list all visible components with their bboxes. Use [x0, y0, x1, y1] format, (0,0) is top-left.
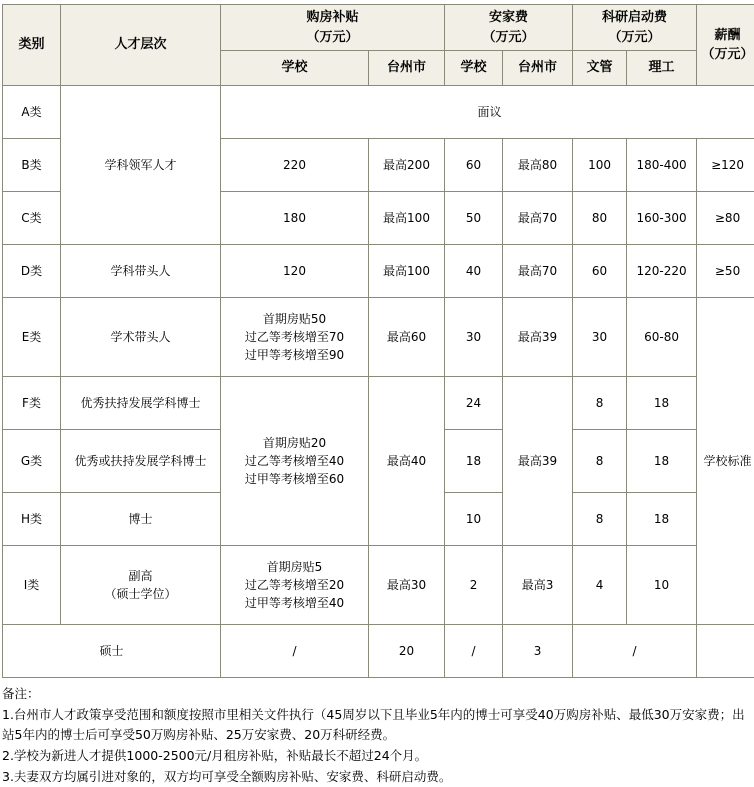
- header-salary-line1: 薪酬: [699, 26, 754, 46]
- header-settling-fee-line1: 安家费: [447, 8, 570, 28]
- row-e-housing-line3: 过甲等考核增至90: [223, 346, 366, 364]
- row-i-research-ligong: 10: [627, 546, 697, 625]
- header-settling-school: 学校: [445, 51, 503, 86]
- header-row-1: [3, 5, 754, 51]
- row-d-research-wenguan: 60: [573, 245, 627, 298]
- row-category-a: A类: [3, 86, 61, 139]
- row-level-f: 优秀扶持发展学科博士: [61, 377, 221, 430]
- row-g-housing-line1: 首期房贴20: [223, 434, 366, 452]
- row-g-housing-line2: 过乙等考核增至40: [223, 452, 366, 470]
- row-category-f: F类: [3, 377, 61, 430]
- header-research-fund-line1: 科研启动费: [575, 8, 694, 28]
- row-g-settling-school: 18: [445, 430, 503, 493]
- header-housing-subsidy: [221, 5, 445, 51]
- header-category: 类别: [3, 5, 61, 86]
- row-level-lingjun: 学科领军人才: [61, 86, 221, 245]
- row-category-g: G类: [3, 430, 61, 493]
- header-settling-fee: [445, 5, 573, 51]
- row-c-housing-city: 最高100: [369, 192, 445, 245]
- table-body: [3, 86, 754, 678]
- row-level-h: 博士: [61, 493, 221, 546]
- row-e-housing-line2: 过乙等考核增至70: [223, 328, 366, 346]
- row-fgh-housing-school: [221, 377, 369, 546]
- row-b-salary: ≥120: [697, 139, 754, 192]
- row-a-negotiable: 面议: [221, 86, 754, 139]
- row-i-research-wenguan: 4: [573, 546, 627, 625]
- table-row: [3, 625, 754, 678]
- header-settling-city: 台州市: [503, 51, 573, 86]
- row-b-housing-school: 220: [221, 139, 369, 192]
- notes-section: [2, 684, 752, 787]
- row-level-xueshu-daitouren: 学术带头人: [61, 298, 221, 377]
- talent-policy-table: [2, 4, 754, 678]
- row-g-housing-line3: 过甲等考核增至60: [223, 470, 366, 488]
- row-fgh-housing-city: 最高40: [369, 377, 445, 546]
- notes-title: 备注：: [2, 684, 752, 705]
- table-row: [3, 546, 754, 625]
- row-b-housing-city: 最高200: [369, 139, 445, 192]
- row-i-housing-school: [221, 546, 369, 625]
- row-d-housing-school: 120: [221, 245, 369, 298]
- row-category-d: D类: [3, 245, 61, 298]
- row-category-i: I类: [3, 546, 61, 625]
- table-row: [3, 377, 754, 430]
- header-settling-fee-line2: （万元）: [447, 28, 570, 48]
- row-level-g: 优秀或扶持发展学科博士: [61, 430, 221, 493]
- row-d-housing-city: 最高100: [369, 245, 445, 298]
- row-i-housing-line1: 首期房贴5: [223, 558, 366, 576]
- row-d-salary: ≥50: [697, 245, 754, 298]
- row-b-settling-city: 最高80: [503, 139, 573, 192]
- row-e-settling-city: 最高39: [503, 298, 573, 377]
- row-category-h: H类: [3, 493, 61, 546]
- row-h-research-wenguan: 8: [573, 493, 627, 546]
- row-h-research-ligong: 18: [627, 493, 697, 546]
- header-salary-line2: （万元）: [699, 45, 754, 65]
- row-c-settling-city: 最高70: [503, 192, 573, 245]
- header-housing-school: 学校: [221, 51, 369, 86]
- row-level-i: [61, 546, 221, 625]
- row-b-settling-school: 60: [445, 139, 503, 192]
- header-research-fund: [573, 5, 697, 51]
- row-c-research-ligong: 160-300: [627, 192, 697, 245]
- row-d-research-ligong: 120-220: [627, 245, 697, 298]
- header-research-ligong: 理工: [627, 51, 697, 86]
- row-category-b: B类: [3, 139, 61, 192]
- row-category-c: C类: [3, 192, 61, 245]
- note-item-1: 1.台州市人才政策享受范围和额度按照市里相关文件执行（45周岁以下且毕业5年内的博士可享受40万购房补贴、最低30万安家费；出站5年内的博士后可享受50万购房补贴、25万安家费、20万科研经费。: [2, 705, 752, 746]
- header-housing-city: 台州市: [369, 51, 445, 86]
- note-item-2: 2.学校为新进人才提供1000-2500元/月租房补贴，补贴最长不超过24个月。: [2, 746, 752, 767]
- table-header: [3, 5, 754, 86]
- row-d-settling-school: 40: [445, 245, 503, 298]
- row-e-housing-school: [221, 298, 369, 377]
- row-e-settling-school: 30: [445, 298, 503, 377]
- row-c-settling-school: 50: [445, 192, 503, 245]
- header-research-wenguan: 文管: [573, 51, 627, 86]
- row-h-settling-school: 10: [445, 493, 503, 546]
- row-b-research-wenguan: 100: [573, 139, 627, 192]
- row-f-research-ligong: 18: [627, 377, 697, 430]
- note-item-3: 3.夫妻双方均属引进对象的，双方均可享受全额购房补贴、安家费、科研启动费。: [2, 767, 752, 787]
- table-row: [3, 86, 754, 139]
- header-research-fund-line2: （万元）: [575, 28, 694, 48]
- header-housing-subsidy-line1: 购房补贴: [223, 8, 442, 28]
- row-master-settling-city: 3: [503, 625, 573, 678]
- row-c-housing-school: 180: [221, 192, 369, 245]
- row-salary-school-standard: 学校标准: [697, 298, 754, 625]
- header-talent-level: 人才层次: [61, 5, 221, 86]
- row-level-daitouren: 学科带头人: [61, 245, 221, 298]
- row-b-research-ligong: 180-400: [627, 139, 697, 192]
- row-master-research: /: [573, 625, 697, 678]
- row-category-master: 硕士: [3, 625, 221, 678]
- row-e-research-ligong: 60-80: [627, 298, 697, 377]
- row-fgh-settling-city: 最高39: [503, 377, 573, 546]
- row-g-research-wenguan: 8: [573, 430, 627, 493]
- row-c-research-wenguan: 80: [573, 192, 627, 245]
- row-e-research-wenguan: 30: [573, 298, 627, 377]
- row-master-salary: [697, 625, 754, 678]
- row-category-e: E类: [3, 298, 61, 377]
- row-i-settling-city: 最高3: [503, 546, 573, 625]
- row-master-settling-school: /: [445, 625, 503, 678]
- table-row: [3, 245, 754, 298]
- row-f-settling-school: 24: [445, 377, 503, 430]
- row-g-research-ligong: 18: [627, 430, 697, 493]
- row-i-housing-city: 最高30: [369, 546, 445, 625]
- row-c-salary: ≥80: [697, 192, 754, 245]
- header-housing-subsidy-line2: （万元）: [223, 28, 442, 48]
- row-f-research-wenguan: 8: [573, 377, 627, 430]
- row-i-housing-line2: 过乙等考核增至20: [223, 576, 366, 594]
- row-e-housing-line1: 首期房贴50: [223, 310, 366, 328]
- row-i-settling-school: 2: [445, 546, 503, 625]
- row-i-housing-line3: 过甲等考核增至40: [223, 594, 366, 612]
- row-d-settling-city: 最高70: [503, 245, 573, 298]
- table-row: [3, 298, 754, 377]
- row-e-housing-city: 最高60: [369, 298, 445, 377]
- row-i-level-line1: 副高: [63, 567, 218, 585]
- row-i-level-line2: （硕士学位）: [63, 585, 218, 603]
- row-master-housing-city: 20: [369, 625, 445, 678]
- header-salary: [697, 5, 754, 86]
- row-master-housing-school: /: [221, 625, 369, 678]
